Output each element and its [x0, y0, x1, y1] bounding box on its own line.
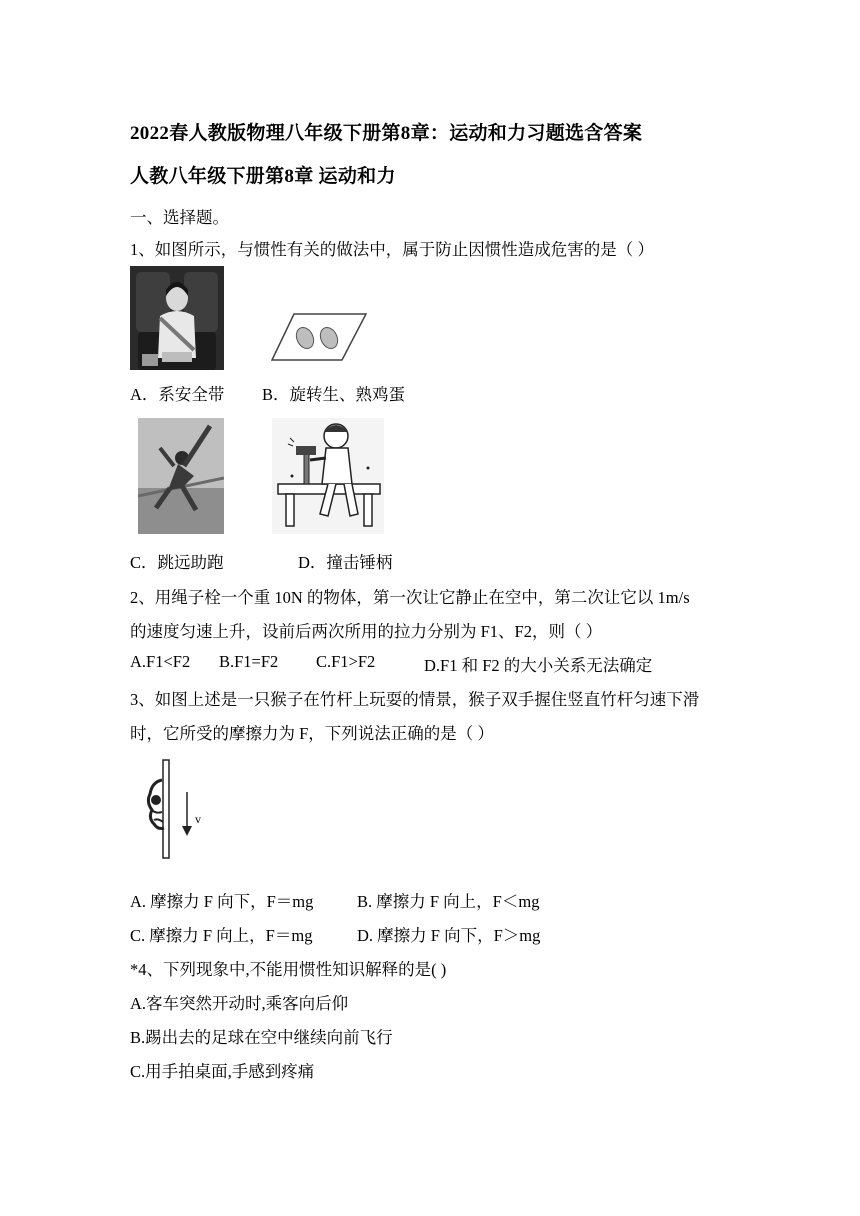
q3-option-b: B. 摩擦力 F 向上，F＜mg: [357, 892, 540, 911]
q4-stem: *4、下列现象中,不能用惯性知识解释的是( ): [130, 960, 447, 979]
q2-option-a: A.F1<F2: [130, 652, 191, 671]
document-title: 2022春人教版物理八年级下册第8章：运动和力习题选含答案: [130, 123, 643, 144]
section-heading: 一、选择题。: [130, 208, 229, 227]
eggs-plate-figure: [270, 286, 370, 364]
q1-option-c: C．跳远助跑: [130, 553, 224, 572]
q1-stem: 1、如图所示，与惯性有关的做法中，属于防止因惯性造成危害的是（ ）: [130, 240, 654, 259]
long-jump-photo: [138, 418, 224, 534]
q1-option-d: D．撞击锤柄: [298, 553, 393, 572]
chapter-subtitle: 人教八年级下册第8章 运动和力: [130, 166, 396, 187]
q2-option-c: C.F1>F2: [316, 652, 376, 671]
q2-stem-line2: 的速度匀速上升，设前后两次所用的拉力分别为 F1、F2，则（ ）: [130, 622, 603, 641]
q2-stem-line1: 2、用绳子栓一个重 10N 的物体，第一次让它静止在空中，第二次让它以 1m/s: [130, 588, 690, 607]
q4-option-b: B.踢出去的足球在空中继续向前飞行: [130, 1028, 393, 1047]
q3-stem-line2: 时，它所受的摩擦力为 F，下列说法正确的是（ ）: [130, 724, 494, 743]
hammer-handle-figure: [272, 418, 384, 534]
q2-option-b: B.F1=F2: [219, 652, 279, 671]
q2-option-d: D.F1 和 F2 的大小关系无法确定: [424, 656, 653, 675]
q1-option-a: A．系安全带: [130, 385, 225, 404]
velocity-label: v: [195, 812, 201, 826]
q3-stem-line1: 3、如图上述是一只猴子在竹杆上玩耍的情景，猴子双手握住竖直竹杆匀速下滑: [130, 690, 700, 709]
monkey-pole-figure: [140, 758, 210, 862]
q4-option-a: A.客车突然开动时,乘客向后仰: [130, 994, 349, 1013]
q3-option-c: C. 摩擦力 F 向上，F＝mg: [130, 926, 313, 945]
q3-option-a: A. 摩擦力 F 向下，F＝mg: [130, 892, 314, 911]
q1-option-b: B．旋转生、熟鸡蛋: [262, 385, 406, 404]
q4-option-c: C.用手拍桌面,手感到疼痛: [130, 1062, 315, 1081]
seatbelt-photo: [130, 266, 224, 370]
q3-option-d: D. 摩擦力 F 向下，F＞mg: [357, 926, 541, 945]
